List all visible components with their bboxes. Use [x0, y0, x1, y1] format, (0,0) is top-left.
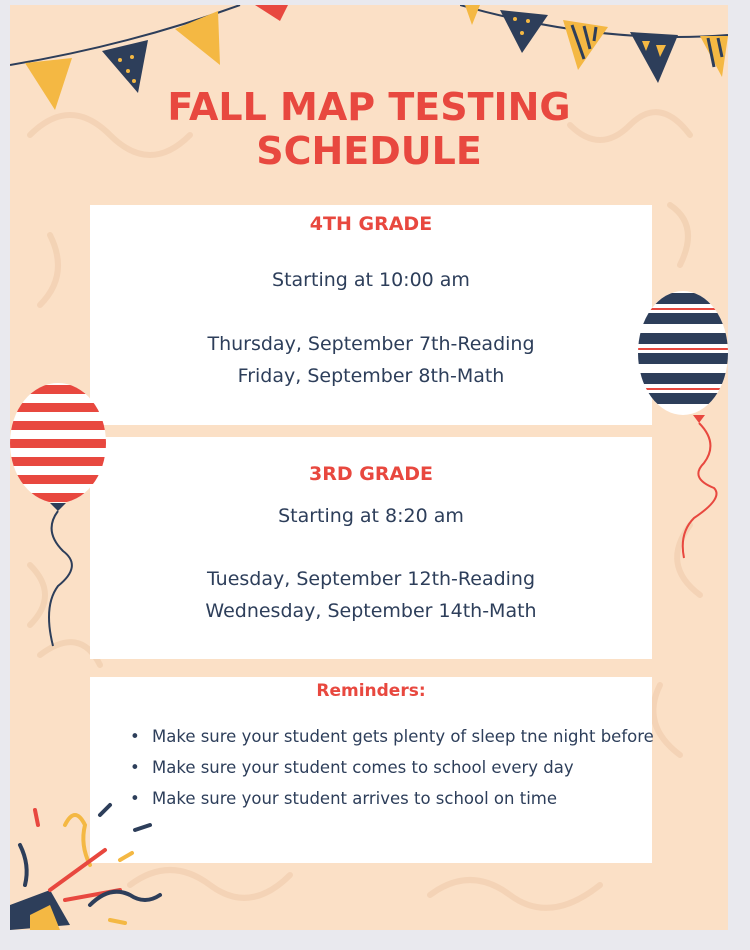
fourth-grade-day-2: Friday, September 8th-Math: [237, 365, 505, 387]
title-line-1: FALL MAP TESTING: [167, 85, 571, 129]
title-line-2: SCHEDULE: [256, 129, 482, 173]
fourth-grade-heading: 4TH GRADE: [309, 213, 433, 235]
reminder-item: • Make sure your student comes to school every day: [130, 752, 654, 783]
party-popper-decoration: [10, 795, 170, 930]
fourth-grade-card: [90, 205, 652, 425]
third-grade-card: [90, 437, 652, 659]
reminders-heading: Reminders:: [316, 681, 426, 701]
reminder-item: • Make sure your student arrives to school on time: [130, 783, 654, 814]
reminders-card: [90, 677, 652, 863]
flyer-page: [10, 5, 728, 930]
reminders-list: [130, 721, 654, 814]
page-title: [10, 85, 728, 173]
bunting-right-decoration: [460, 5, 728, 95]
navy-striped-balloon-right: [635, 283, 728, 563]
reminder-item: • Make sure your student gets plenty of sleep tne night before: [130, 721, 654, 752]
third-grade-heading: 3RD GRADE: [309, 463, 433, 485]
third-grade-day-1: Tuesday, September 12th-Reading: [206, 568, 536, 590]
fourth-grade-day-1: Thursday, September 7th-Reading: [207, 333, 535, 355]
third-grade-start-time: Starting at 8:20 am: [278, 505, 464, 527]
third-grade-day-2: Wednesday, September 14th-Math: [205, 600, 537, 622]
fourth-grade-start-time: Starting at 10:00 am: [272, 269, 470, 291]
red-striped-balloon-left: [10, 373, 120, 653]
